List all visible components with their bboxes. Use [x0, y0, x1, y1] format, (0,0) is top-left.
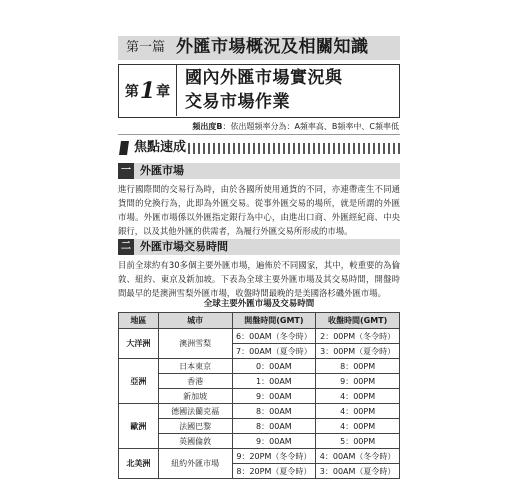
table-row: [119, 434, 400, 449]
close-cell: 4：00PM: [316, 389, 400, 404]
frequency-text: ：依出題頻率分為：A頻率高、B頻率中、C頻率低: [222, 122, 399, 131]
open-cell: 0：00AM: [232, 359, 316, 374]
close-cell: 4：00PM: [316, 419, 400, 434]
open-cell: 9：20PM（冬令時）: [232, 449, 316, 464]
market-hours-table: [118, 312, 400, 479]
close-cell: 9：00PM: [316, 374, 400, 389]
table-row: [119, 359, 400, 374]
region-cell: 北美洲: [119, 449, 159, 479]
open-cell: 1：00AM: [232, 374, 316, 389]
region-cell: 歐洲: [119, 404, 159, 449]
region-cell: 大洋洲: [119, 329, 159, 359]
city-cell: 紐約外匯市場: [158, 449, 232, 479]
part-label: 第一篇: [126, 40, 166, 55]
pencil-icon: [118, 141, 130, 155]
chapter-title-line2: 交易市場作業: [185, 92, 290, 112]
table-row: [119, 404, 400, 419]
chapter-suffix: 章: [156, 83, 171, 100]
open-cell: 8：00AM: [232, 419, 316, 434]
open-cell: 9：00AM: [232, 389, 316, 404]
close-cell: 4：00AM（冬令時）: [316, 449, 400, 464]
open-cell: 7：00AM（夏令時）: [232, 344, 316, 359]
chapter-title-line1: 國內外匯市場實況與: [185, 68, 343, 88]
open-cell: 8：20PM（夏令時）: [232, 464, 316, 479]
open-cell: 9：00AM: [232, 434, 316, 449]
focus-stripes: [188, 143, 400, 154]
table-row: [119, 419, 400, 434]
chapter-prefix: 第: [124, 83, 139, 100]
header-close: 收盤時間(GMT): [316, 313, 400, 329]
section2-title: 外匯市場交易時間: [140, 240, 228, 253]
focus-title: 焦點速成: [134, 140, 187, 155]
close-cell: 8：00PM: [316, 359, 400, 374]
frequency-divider: [118, 134, 400, 135]
city-cell: 英國倫敦: [158, 434, 232, 449]
section1-body: 進行國際間的交易行為時，由於各國所使用通貨的不同，亦連帶產生不同通貨間的兌換行為，此即為外匯交易。從事外匯交易的場所，就是所謂的外匯市場。外匯市場係以外匯指定銀行為中心，由進出口商、外匯經紀商、中央銀行，以及其他外匯的供需者，為履行外匯交易所形成的市場。: [118, 184, 400, 236]
open-cell: 8：00AM: [232, 404, 316, 419]
section2-body: 目前全球約有30多個主要外匯市場，遍佈於不同國家，其中，較重要的為倫敦、紐約、東京及新加坡。下表為全球主要外匯市場及其交易時間，開盤時間最早的是澳洲雪梨外匯市場，收盤時間最晚的是美國洛杉磯外匯市場。: [118, 260, 400, 298]
table-row: [119, 374, 400, 389]
header-city: 城市: [158, 313, 232, 329]
table-row: [119, 329, 400, 344]
part-title: 外匯市場概況及相關知識: [176, 37, 369, 57]
city-cell: 新加坡: [158, 389, 232, 404]
table-row: [119, 389, 400, 404]
city-cell: 德國法蘭克福: [158, 404, 232, 419]
close-cell: 3：00AM（夏令時）: [316, 464, 400, 479]
city-cell: 澳洲雪梨: [158, 329, 232, 359]
frequency-line: [192, 121, 399, 133]
table-row: [119, 449, 400, 464]
city-cell: 日本東京: [158, 359, 232, 374]
section1-number: 一: [118, 163, 134, 179]
table-title: 全球主要外匯市場及交易時間: [203, 299, 315, 309]
city-cell: 法國巴黎: [158, 419, 232, 434]
section2-number: 二: [118, 239, 134, 255]
city-cell: 香港: [158, 374, 232, 389]
section1-title: 外匯市場: [140, 164, 184, 177]
chapter-number: 1: [139, 77, 156, 104]
close-cell: 2：00PM（冬令時）: [316, 329, 400, 344]
header-region: 地區: [119, 313, 159, 329]
frequency-label: 頻出度B: [192, 122, 223, 131]
region-cell: 亞洲: [119, 359, 159, 404]
header-open: 開盤時間(GMT): [232, 313, 316, 329]
table-header-row: [119, 313, 400, 329]
close-cell: 4：00PM: [316, 404, 400, 419]
open-cell: 6：00AM（冬令時）: [232, 329, 316, 344]
chapter-tag: [119, 65, 177, 116]
close-cell: 5：00PM: [316, 434, 400, 449]
close-cell: 3：00PM（夏令時）: [316, 344, 400, 359]
